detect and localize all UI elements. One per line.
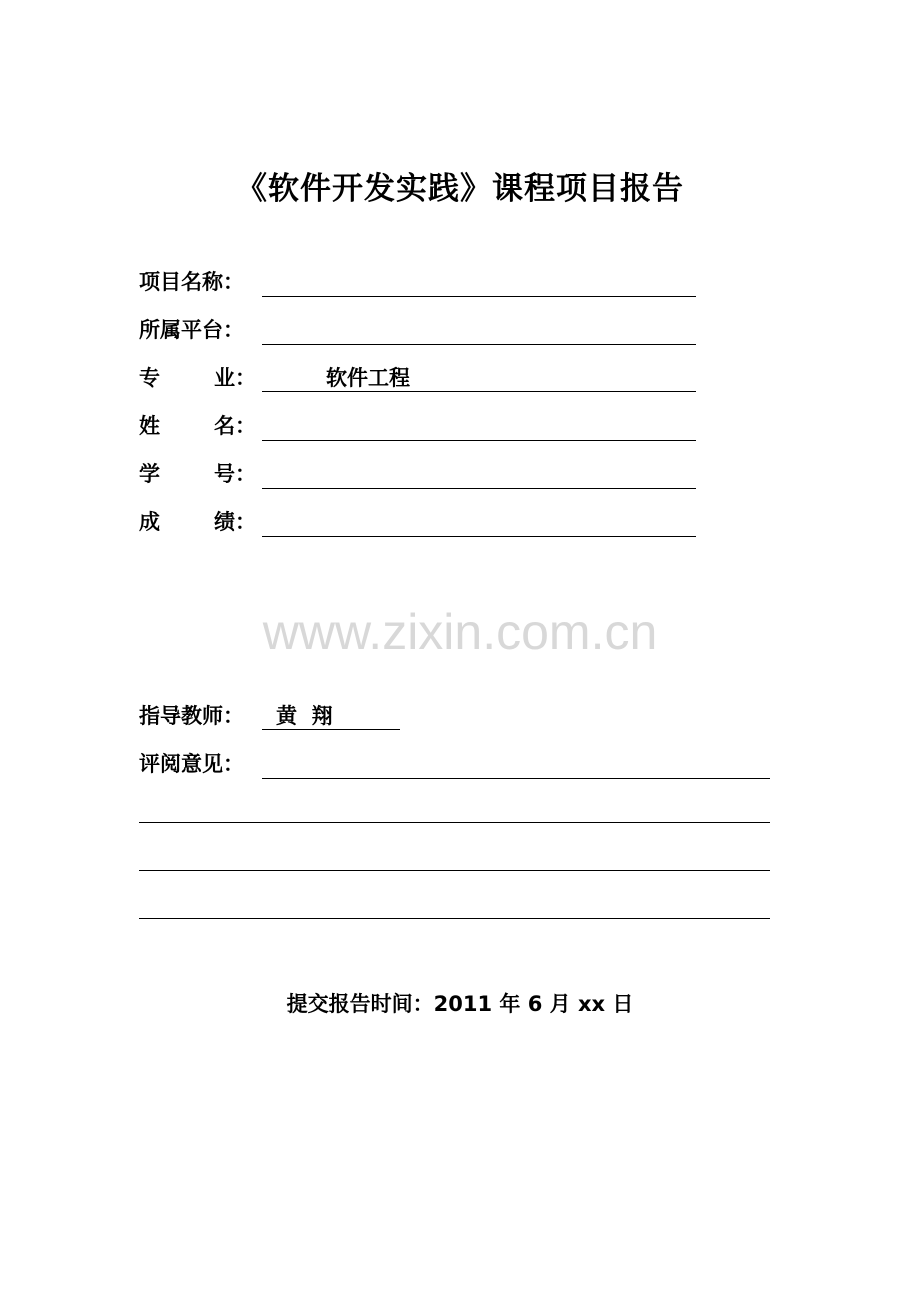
watermark: www.zixin.com.cn (262, 604, 658, 660)
platform-label: 所属平台： (139, 318, 244, 342)
name-label-char-1: 姓 (139, 414, 160, 438)
advisor-label: 指导教师： (139, 704, 244, 728)
student-id-field[interactable] (262, 459, 696, 489)
major-field[interactable]: 软件工程 (262, 363, 696, 392)
project-name-field[interactable] (262, 267, 696, 297)
review-label: 评阅意见： (139, 752, 244, 776)
platform-field[interactable] (262, 315, 696, 345)
submission-date: 提交报告时间：2011 年 6 月 xx 日 (286, 992, 634, 1016)
score-label-char-1: 成 (139, 510, 160, 534)
student-id-label-char-1: 学 (139, 462, 160, 486)
advisor-field[interactable]: 黄 翔 (262, 701, 400, 730)
project-name-label: 项目名称： (139, 270, 244, 294)
review-line-4[interactable] (139, 918, 770, 919)
review-line-2[interactable] (139, 822, 770, 823)
major-label-char-1: 专 (139, 366, 160, 390)
page-title: 《软件开发实践》课程项目报告 (236, 171, 684, 207)
score-label-char-2: 绩： (214, 510, 256, 534)
review-field[interactable] (262, 749, 770, 779)
name-label-char-2: 名： (214, 414, 256, 438)
name-field[interactable] (262, 411, 696, 441)
student-id-label-char-2: 号： (214, 462, 256, 486)
review-line-3[interactable] (139, 870, 770, 871)
major-label-char-2: 业： (214, 366, 256, 390)
score-field[interactable] (262, 507, 696, 537)
